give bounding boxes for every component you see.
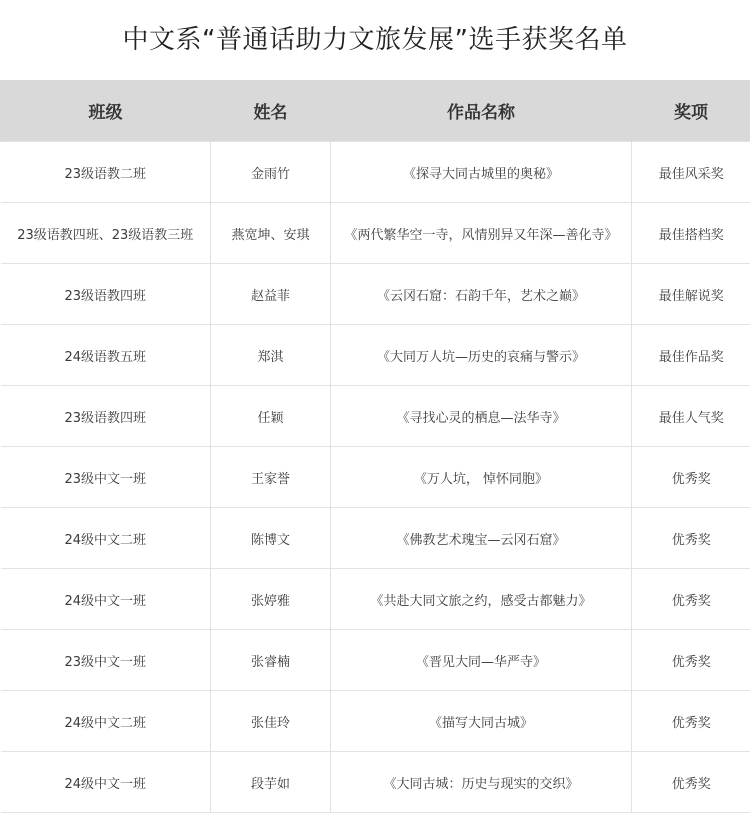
header-row [1,80,750,142]
table-row [1,264,750,325]
cell-class: 23级中文一班 [1,630,211,691]
cell-name: 赵益菲 [211,264,331,325]
header-class: 班级 [1,80,211,142]
cell-name: 金雨竹 [211,142,331,203]
cell-name: 张婷雅 [211,569,331,630]
table-row [1,386,750,447]
cell-award: 优秀奖 [632,569,750,630]
cell-award: 优秀奖 [632,630,750,691]
table-row [1,752,750,813]
table-row [1,569,750,630]
cell-name: 燕宽坤、安琪 [211,203,331,264]
cell-class: 24级语教五班 [1,325,211,386]
cell-class: 23级中文一班 [1,447,211,508]
cell-work-title: 《佛教艺术瑰宝—云冈石窟》 [331,508,632,569]
header-award: 奖项 [632,80,750,142]
cell-award: 优秀奖 [632,508,750,569]
cell-class: 24级中文一班 [1,752,211,813]
cell-class: 23级语教二班 [1,142,211,203]
table-row [1,691,750,752]
page-title: 中文系“普通话助力文旅发展”选手获奖名单 [0,0,750,80]
cell-work-title: 《两代繁华空一寺，风情别异又年深—善化寺》 [331,203,632,264]
cell-class: 23级语教四班 [1,264,211,325]
header-name: 姓名 [211,80,331,142]
cell-class: 24级中文二班 [1,691,211,752]
cell-work-title: 《共赴大同文旅之约，感受古都魅力》 [331,569,632,630]
cell-work-title: 《描写大同古城》 [331,691,632,752]
cell-award: 优秀奖 [632,691,750,752]
cell-name: 张佳玲 [211,691,331,752]
cell-name: 王家誉 [211,447,331,508]
cell-name: 任颖 [211,386,331,447]
cell-work-title: 《大同万人坑—历史的哀痛与警示》 [331,325,632,386]
cell-award: 最佳风采奖 [632,142,750,203]
cell-work-title: 《万人坑， 悼怀同胞》 [331,447,632,508]
table-row [1,142,750,203]
cell-name: 郑淇 [211,325,331,386]
awards-table [0,80,750,813]
cell-award: 优秀奖 [632,447,750,508]
cell-work-title: 《大同古城：历史与现实的交织》 [331,752,632,813]
table-header [1,80,750,142]
cell-work-title: 《晋见大同—华严寺》 [331,630,632,691]
table-row [1,325,750,386]
table-row [1,630,750,691]
cell-name: 陈博文 [211,508,331,569]
table-body [1,142,750,813]
cell-class: 23级语教四班、23级语教三班 [1,203,211,264]
cell-award: 最佳作品奖 [632,325,750,386]
cell-work-title: 《探寻大同古城里的奥秘》 [331,142,632,203]
cell-award: 优秀奖 [632,752,750,813]
cell-class: 24级中文二班 [1,508,211,569]
table-row [1,203,750,264]
cell-class: 24级中文一班 [1,569,211,630]
cell-class: 23级语教四班 [1,386,211,447]
table-row [1,508,750,569]
cell-name: 段芋如 [211,752,331,813]
cell-award: 最佳解说奖 [632,264,750,325]
cell-work-title: 《云冈石窟：石韵千年，艺术之巅》 [331,264,632,325]
cell-award: 最佳人气奖 [632,386,750,447]
cell-name: 张睿楠 [211,630,331,691]
cell-work-title: 《寻找心灵的栖息—法华寺》 [331,386,632,447]
table-row [1,447,750,508]
cell-award: 最佳搭档奖 [632,203,750,264]
header-work-title: 作品名称 [331,80,632,142]
